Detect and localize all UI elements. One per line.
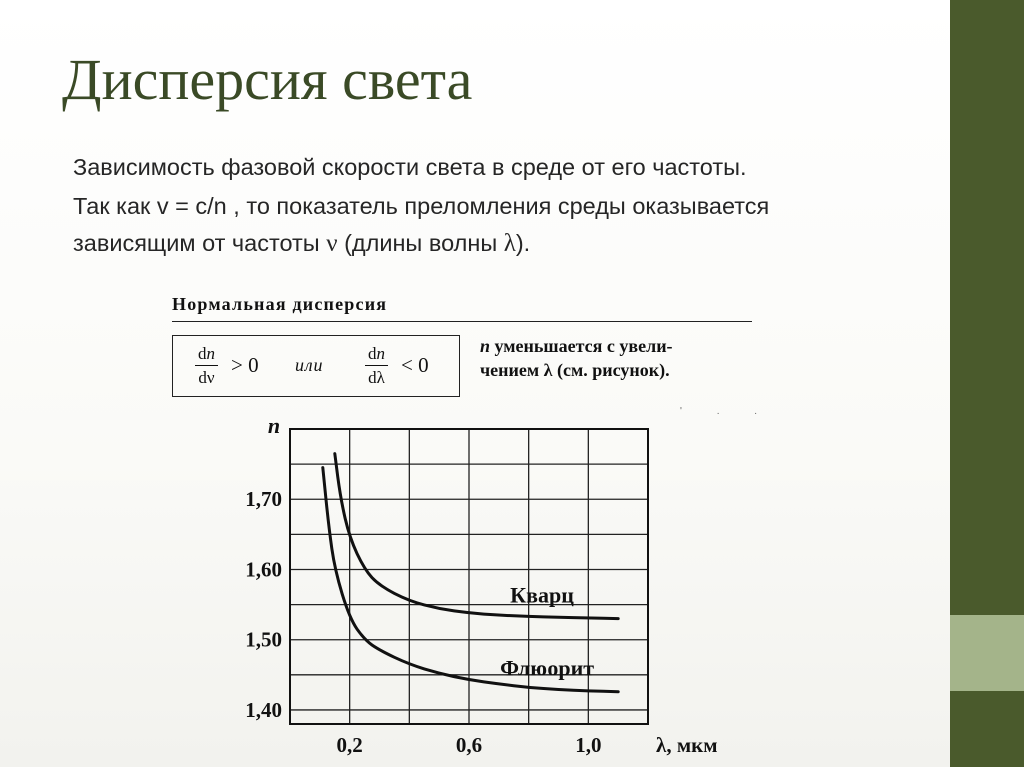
y-tick-label: 1,40	[245, 697, 282, 722]
slide-body	[73, 150, 893, 262]
dispersion-figure	[140, 286, 780, 767]
series-line	[335, 454, 618, 619]
body-paragraph-2-prefix: Так как v = c/n , то показатель преломления среды оказывается зависящим от частоты	[73, 193, 770, 256]
x-tick-label: 0,6	[455, 733, 483, 757]
fraction-denominator: dλ	[368, 368, 385, 387]
or-word: или	[295, 355, 324, 375]
x-tick-label: 1,0	[575, 733, 602, 757]
side-note-variable: n	[480, 336, 491, 356]
body-paragraph-2	[73, 189, 893, 262]
comparison-greater-zero: > 0	[231, 353, 259, 377]
y-tick-label: 1,60	[245, 557, 282, 582]
dispersion-chart	[140, 286, 780, 767]
y-axis-label: n	[267, 413, 281, 438]
x-axis-label: λ, мкм	[656, 733, 718, 757]
decorative-side-bar	[950, 0, 1024, 767]
body-paragraph-2-middle: (длины волны	[337, 229, 504, 256]
figure-heading: Нормальная дисперсия	[172, 294, 388, 314]
fraction-numerator-d: d	[198, 344, 207, 363]
fraction-numerator-var: n	[206, 344, 215, 363]
decorative-side-bar-accent	[950, 615, 1024, 691]
fraction-denominator: dν	[198, 368, 215, 387]
y-tick-label: 1,50	[245, 627, 282, 652]
body-paragraph-1: Зависимость фазовой скорости света в среде от его частоты.	[73, 154, 747, 180]
series-label: Флюорит	[500, 655, 595, 681]
y-tick-label: 1,70	[245, 487, 282, 512]
slide-title: Дисперсия света	[62, 47, 473, 112]
side-note-line-1-text: уменьшается с увели-	[490, 336, 673, 356]
comparison-less-zero: < 0	[401, 353, 429, 377]
body-paragraph-2-suffix: ).	[515, 229, 531, 256]
nu-symbol: ν	[326, 229, 338, 257]
series-label: Кварц	[510, 582, 574, 608]
fraction-numerator-var: n	[376, 344, 385, 363]
fraction-numerator-d: d	[368, 344, 377, 363]
scan-specks: ' . .	[680, 406, 774, 417]
lambda-symbol: λ	[503, 229, 516, 257]
x-tick-label: 0,2	[336, 733, 363, 757]
side-note-line-2: чением λ (см. рисунок).	[480, 360, 670, 381]
